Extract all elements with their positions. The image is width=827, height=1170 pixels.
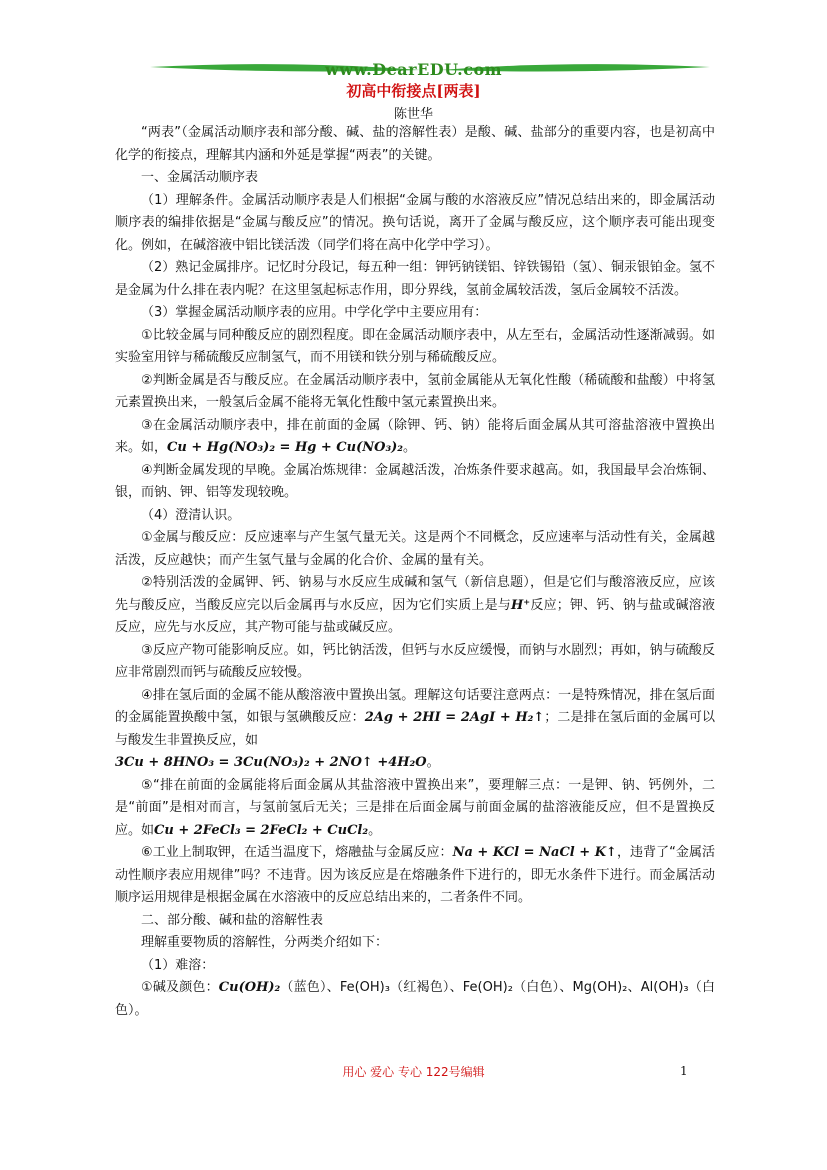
paragraph: ③反应产物可能影响反应。如，钙比钠活泼，但钙与水反应缓慢，而钠与水剧烈；再如，钠与硫酸反应非常剧烈而钙与硫酸反应较慢。	[115, 642, 715, 680]
document-body	[115, 122, 715, 1022]
paragraph: （1）难溶：	[141, 957, 215, 973]
paragraph: （2）熟记金属排序。记忆时分段记，每五种一组：钾钙钠镁铝、锌铁锡铅（氢）、铜汞银铂金。氢不是金属为什么排在表内呢？在这里氢起标志作用，即分界线，氢前金属较活泼，氢后金属较不活泼。	[115, 260, 715, 298]
paragraph: （1）理解条件。金属活动顺序表是人们根据“金属与酸的水溶液反应”情况总结出来的，即金属活动顺序表的编排依据是“金属与酸反应”的情况。换句话说，离开了金属与酸反应，这个顺序表可能出现变化。例如，在碱溶液中铝比镁活泼（同学们将在高中化学中学习）。	[115, 192, 715, 253]
paragraph: ①比较金属与同种酸反应的剧烈程度。即在金属活动顺序表中，从左至右，金属活动性逐渐减弱。如实验室用锌与稀硫酸反应制氢气，而不用镁和铁分别与稀硫酸反应。	[115, 327, 715, 365]
section-heading: 一、金属活动顺序表	[141, 170, 259, 185]
paragraph: ②特别活泼的金属钾、钙、钠易与水反应生成碱和氢气（新信息题），但是它们与酸溶液反应，应该先与酸反应，当酸反应完以后金属再与水反应，因为它们实质上是与H⁺反应；钾、钙、钠与盐或碱溶液反应，应先与水反应，其产物可能与盐或碱反应。	[115, 575, 715, 635]
formula-line: 3Cu + 8HNO₃ = 3Cu(NO₃)₂ + 2NO↑ +4H₂O。	[115, 755, 440, 770]
chemical-formula: 3Cu + 8HNO₃ = 3Cu(NO₃)₂ + 2NO↑ +4H₂O	[115, 755, 427, 770]
chemical-formula: Cu + 2FeCl₃ = 2FeCl₂ + CuCl₂	[154, 822, 369, 838]
paragraph: ④排在氢后面的金属不能从酸溶液中置换出氢。理解这句话要注意两点：一是特殊情况，排在氢后面的金属能置换酸中氢，如银与氢碘酸反应：2Ag + 2HI = 2AgI + H₂↑；二是排在氢后面的金属可以与酸发生非置换反应，如	[115, 687, 715, 748]
paragraph: ⑥工业上制取钾，在适当温度下，熔融盐与金属反应：Na + KCl = NaCl + K↑，违背了“金属活动性顺序表应用规律”吗？不违背。因为该反应是在熔融条件下进行的，即无水条件下进行。而金属活动顺序运用规律是根据金属在水溶液中的反应总结出来的，二者条件不同。	[115, 845, 715, 905]
paragraph: 理解重要物质的溶解性，分两类介绍如下：	[141, 935, 389, 950]
paragraph: ②判断金属是否与酸反应。在金属活动顺序表中，氢前金属能从无氧化性酸（稀硫酸和盐酸）中将氢元素置换出来，一般氢后金属不能将无氧化性酸中氢元素置换出来。	[115, 372, 715, 410]
chemical-formula: 2Ag + 2HI = 2AgI + H₂↑	[364, 710, 545, 725]
chemical-formula: Na + KCl = NaCl + K↑	[452, 845, 617, 860]
document-title: 初高中衔接点[两表]	[346, 82, 481, 100]
chemical-formula: Cu + Hg(NO₃)₂ = Hg + Cu(NO₃)₂	[167, 440, 403, 455]
chemical-formula: Cu(OH)₂	[218, 980, 281, 995]
chemical-formula: H⁺	[511, 597, 531, 613]
page-number: 1	[680, 1064, 688, 1078]
paragraph: “两表”（金属活动顺序表和部分酸、碱、盐的溶解性表）是酸、碱、盐部分的重要内容，也是初高中化学的衔接点，理解其内涵和外延是掌握“两表”的关键。	[115, 125, 715, 163]
footer-text: 用心 爱心 专心 122号编辑	[342, 1065, 485, 1079]
paragraph: ③在金属活动顺序表中，排在前面的金属（除钾、钙、钠）能将后面金属从其可溶盐溶液中置换出来。如，Cu + Hg(NO₃)₂ = Hg + Cu(NO₃)₂。	[115, 417, 715, 455]
author: 陈世华	[393, 107, 433, 122]
paragraph: （3）掌握金属活动顺序表的应用。中学化学中主要应用有：	[141, 305, 488, 320]
paragraph: ④判断金属发现的早晚。金属冶炼规律：金属越活泼，冶炼条件要求越高。如，我国最早会冶炼铜、银，而钠、钾、铝等发现较晚。	[115, 462, 715, 500]
site-url[interactable]: www.DearEDU.com	[324, 60, 503, 79]
paragraph: （4）澄清认识。	[141, 507, 241, 523]
paragraph: ⑤“排在前面的金属能将后面金属从其盐溶液中置换出来”，要理解三点：一是钾、钠、钙例外，二是“前面”是相对而言，与氢前氢后无关；三是排在后面金属与前面金属的盐溶液能反应，但不是置换反应。如Cu + 2FeCl₃ = 2FeCl₂ + CuCl₂。	[115, 777, 715, 838]
section-heading: 二、部分酸、碱和盐的溶解性表	[141, 912, 324, 928]
paragraph: ①碱及颜色：Cu(OH)₂（蓝色）、Fe(OH)₃（红褐色）、Fe(OH)₂（白色）、Mg(OH)₂、Al(OH)₃（白色）。	[115, 980, 715, 1018]
paragraph: ①金属与酸反应：反应速率与产生氢气量无关。这是两个不同概念，反应速率与活动性有关，金属越活泼，反应越快；而产生氢气量与金属的化合价、金属的量有关。	[115, 530, 715, 568]
